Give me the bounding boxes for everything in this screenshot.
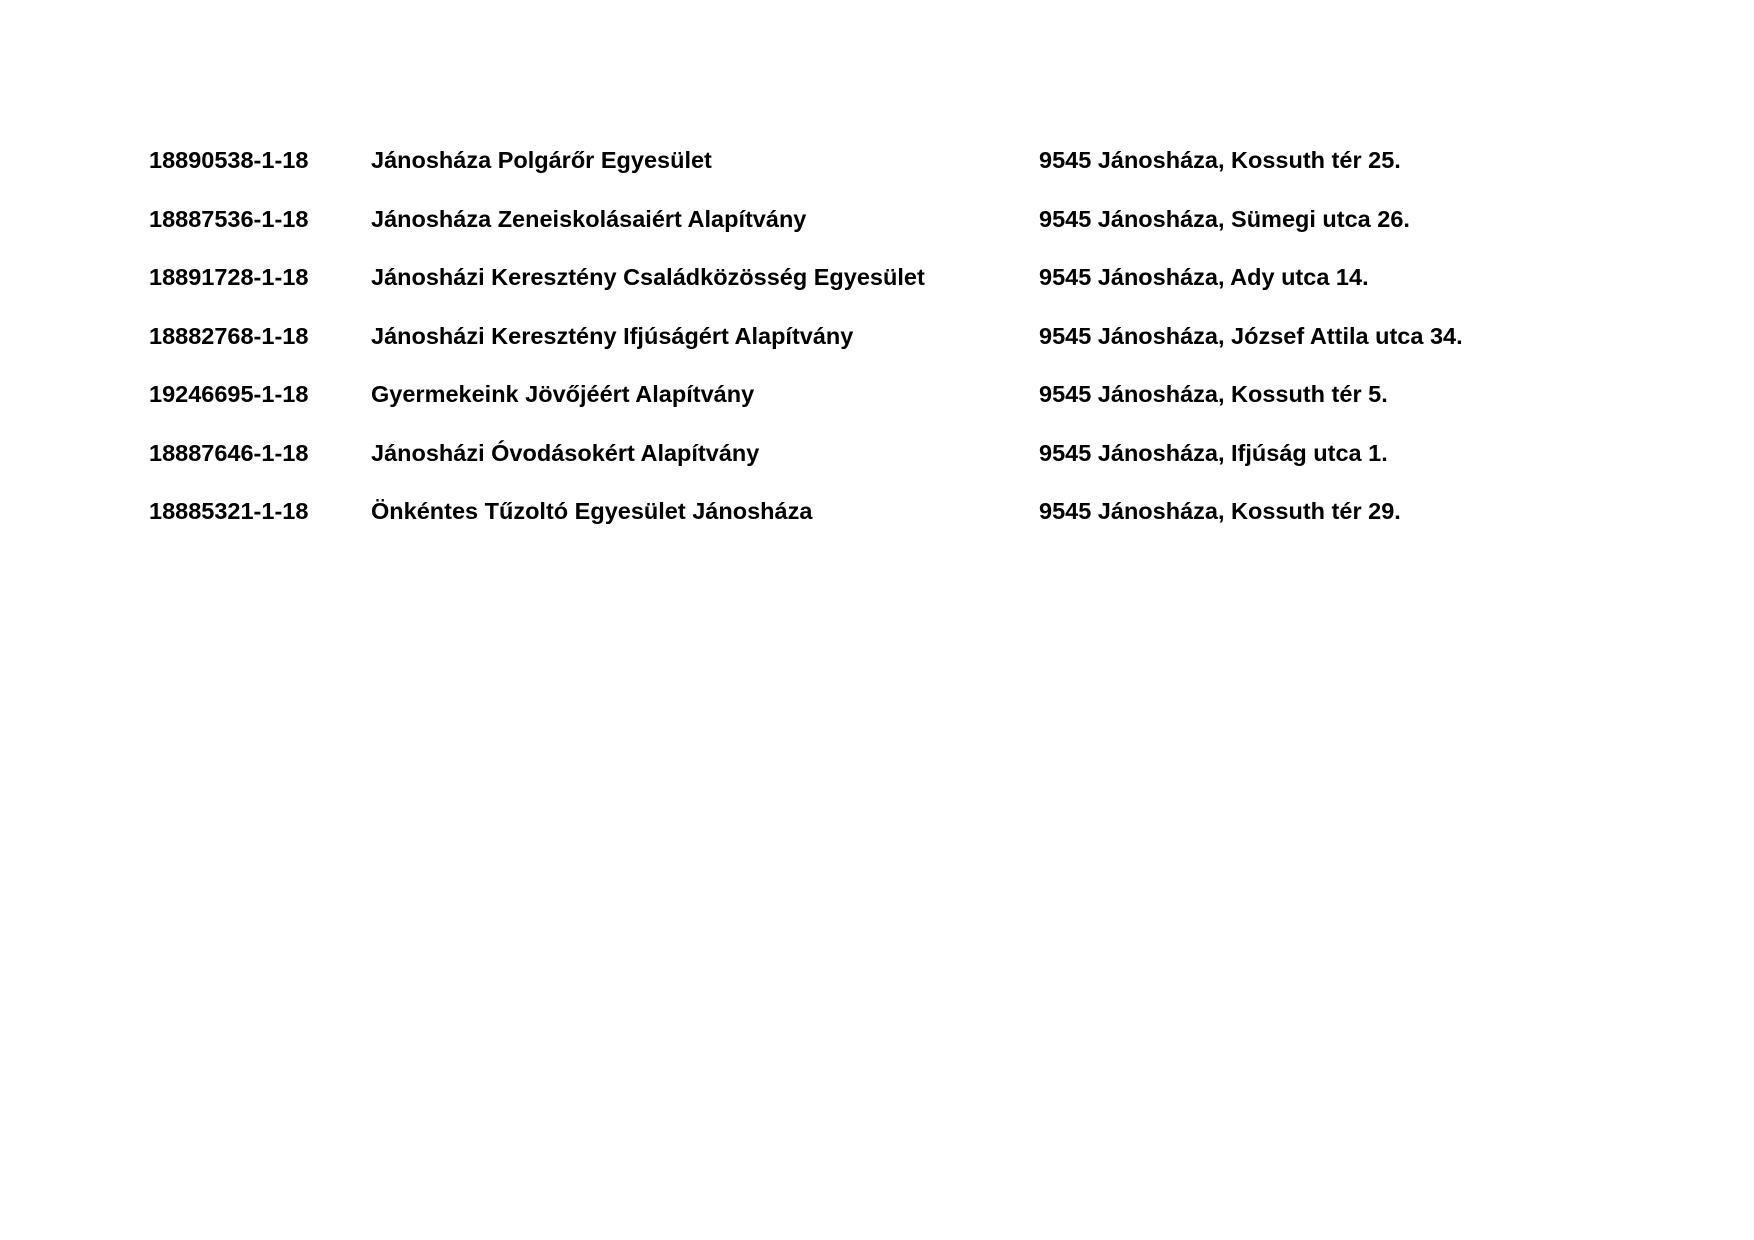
- organization-address: 9545 Jánosháza, Kossuth tér 25.: [1039, 147, 1401, 173]
- tax-id: 18885321-1-18: [149, 498, 309, 524]
- tax-id: 18891728-1-18: [149, 264, 309, 290]
- list-item: [149, 374, 1649, 433]
- list-item: [149, 199, 1649, 258]
- organization-address: 9545 Jánosháza, Kossuth tér 5.: [1039, 381, 1388, 407]
- organization-address: 9545 Jánosháza, Ifjúság utca 1.: [1039, 439, 1388, 466]
- tax-id: 18887646-1-18: [149, 439, 309, 466]
- organization-name: Önkéntes Tűzoltó Egyesület Jánosháza: [371, 498, 813, 524]
- tax-id: 18882768-1-18: [149, 322, 309, 349]
- organization-address: 9545 Jánosháza, József Attila utca 34.: [1039, 322, 1463, 349]
- organization-name: Jánosházi Óvodásokért Alapítvány: [371, 439, 760, 466]
- tax-id: 18890538-1-18: [149, 147, 309, 173]
- organization-address: 9545 Jánosháza, Sümegi utca 26.: [1039, 205, 1410, 232]
- list-item: [149, 140, 1649, 199]
- list-item: [149, 316, 1649, 375]
- tax-id: 19246695-1-18: [149, 381, 309, 407]
- list-item: [149, 491, 1649, 550]
- list-item: [149, 433, 1649, 492]
- organization-name: Jánosháza Zeneiskolásaiért Alapítvány: [371, 205, 807, 232]
- organization-address: 9545 Jánosháza, Kossuth tér 29.: [1039, 498, 1401, 524]
- organization-address: 9545 Jánosháza, Ady utca 14.: [1039, 264, 1369, 290]
- organization-name: Jánosháza Polgárőr Egyesület: [371, 147, 712, 173]
- organization-name: Gyermekeink Jövőjéért Alapítvány: [371, 381, 755, 407]
- organization-name: Jánosházi Keresztény Családközösség Egyesület: [371, 264, 925, 290]
- organization-name: Jánosházi Keresztény Ifjúságért Alapítvány: [371, 322, 854, 349]
- tax-id: 18887536-1-18: [149, 205, 309, 232]
- list-item: [149, 257, 1649, 316]
- organization-list: [149, 140, 1649, 550]
